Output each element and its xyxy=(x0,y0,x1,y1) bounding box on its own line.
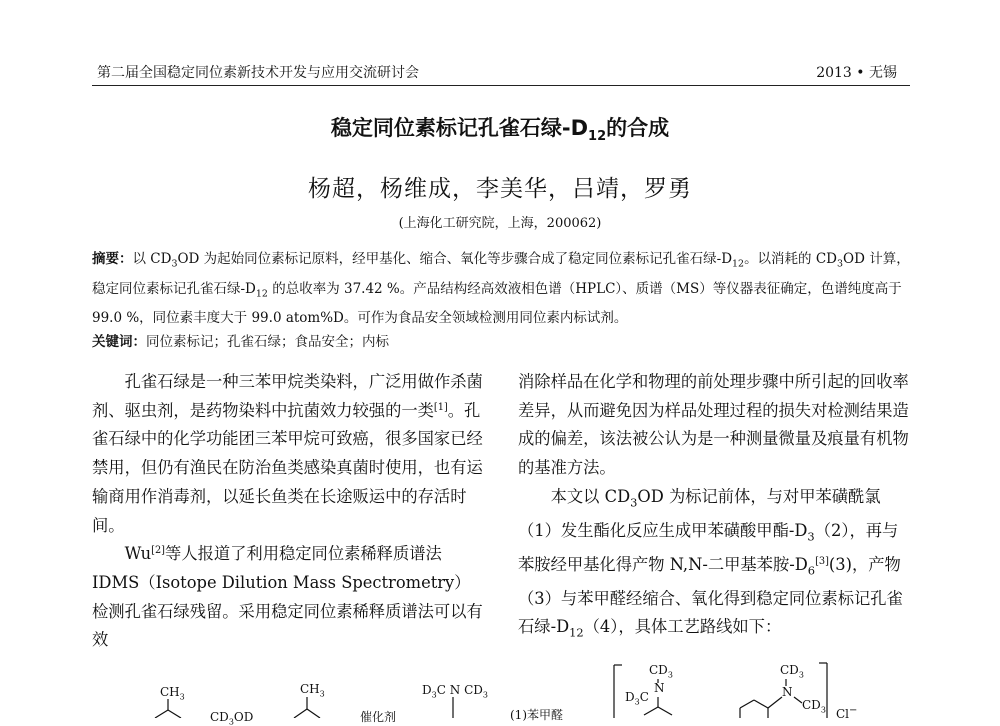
scheme-label-d3c: $D_3C$ xyxy=(625,690,649,707)
body-text: 。孔雀石绿中的化学功能团三苯甲烷可致癌，很多国家已经禁用，但仍有渔民在防治鱼类感染真菌时使用，也有运输商用作消毒剂，以延长鱼类在长途贩运中的存活时间。 xyxy=(92,400,483,535)
abstract-text-4: OD 计算，稳定同位素标记孔雀石绿-D xyxy=(92,251,910,297)
scheme-label-catalyst: 催化剂 xyxy=(360,710,397,724)
citation-ref: [1] xyxy=(433,401,448,413)
running-header-conference: 第二届全国稳定同位素新技术开发与应用交流研讨会 xyxy=(97,65,419,81)
bond-line xyxy=(155,710,168,718)
running-header-year-place: 2013 • 无锡 xyxy=(816,65,897,81)
scheme-label-dimethylamine: $D_3C$ N $CD_3$ xyxy=(422,683,488,700)
abstract-sub-1: 3 xyxy=(171,258,178,270)
keywords-text: 同位素标记；孔雀石绿；食品安全；内标 xyxy=(146,334,389,351)
scheme-label-chloride: Cl− xyxy=(836,705,858,721)
bond-line xyxy=(794,697,802,703)
bond-line xyxy=(168,710,181,718)
body-column-left xyxy=(92,368,484,655)
subscript: 12 xyxy=(569,625,584,640)
body-column-right xyxy=(518,368,910,647)
author-list: 杨超，杨维成，李美华，吕靖，罗勇 xyxy=(308,176,692,202)
body-text: 等人报道了利用稳定同位素稀释质谱法 IDMS（Isotope Dilution Mass Spectrometry）检测孔雀石绿残留。采用稳定同位素稀释质谱法可以有效 xyxy=(92,544,483,650)
abstract-block xyxy=(92,247,910,354)
subscript: 3 xyxy=(807,529,815,544)
scheme-label-cd3: $CD_3$ xyxy=(780,663,804,680)
abstract-sub-2: 12 xyxy=(732,258,745,270)
citation-ref: [3] xyxy=(815,555,829,567)
body-text: (3)，产物（3）与苯甲醛经缩合、氧化得到稳定同位素标记孔雀石绿-D xyxy=(518,554,903,637)
scheme-label-cd3: $CD_3$ xyxy=(649,663,673,680)
bond-line xyxy=(644,707,658,715)
body-paragraph: 消除样品在化学和物理的前处理步骤中所引起的回收率差异，从而避免因为样品处理过程的损失对检测结果造成的偏差，该法被公认为是一种测量微量及痕量有机物的基准方法。 xyxy=(518,372,909,478)
bond-line xyxy=(307,709,320,718)
subscript: 6 xyxy=(807,562,816,577)
scheme-label-cd3od: $CD_3OD$ xyxy=(210,710,254,726)
paper-title xyxy=(0,112,1000,144)
subscript: 3 xyxy=(630,495,638,510)
abstract-label: 摘要： xyxy=(92,251,133,267)
body-paragraph xyxy=(92,368,484,540)
abstract-sub-4: 12 xyxy=(255,288,268,300)
abstract-text-1: 以 CD xyxy=(132,251,172,267)
title-text: 稳定同位素标记孔雀石绿-D xyxy=(330,116,589,140)
body-text: （4），具体工艺路线如下： xyxy=(583,617,782,637)
bond-line xyxy=(294,709,307,718)
body-text: （2），再与苯胺经甲基化得产物 N,N-二甲基苯胺-D xyxy=(518,520,899,574)
scheme-label-cd3: $CD_3$ xyxy=(802,698,826,715)
scheme-label-n: N xyxy=(654,681,665,695)
citation-ref: [2] xyxy=(151,545,165,557)
bond-line xyxy=(754,700,768,708)
body-text: Wu xyxy=(124,544,152,564)
abstract-sub-3: 3 xyxy=(837,258,844,270)
abstract-text-3: 。以消耗的 CD xyxy=(744,251,838,267)
keywords-label: 关键词： xyxy=(92,334,146,351)
scheme-label-ch3: $CH_3$ xyxy=(300,682,325,699)
scheme-label-n: N xyxy=(782,685,793,699)
reaction-scheme-drawing xyxy=(92,655,910,718)
scheme-label-step1: (1)苯甲醛 xyxy=(510,708,563,722)
bond-line xyxy=(768,697,782,708)
title-subscript: 12 xyxy=(588,129,607,145)
affiliation: (上海化工研究院，上海，200062) xyxy=(398,216,602,231)
title-suffix: 的合成 xyxy=(606,116,670,140)
abstract-text-5: 的总收率为 37.42 %。产品结构经高效液相色谱（HPLC）、质谱（MS）等仪器表征确定，色谱纯度高于 99.0 %，同位素丰度大于 99.0 atom%D。可作为食品安全领域检测用同位素内标试剂。 xyxy=(92,280,902,327)
header-rule xyxy=(92,85,910,86)
bond-line xyxy=(658,707,672,715)
abstract-text-2: OD 为起始同位素标记原料，经甲基化、缩合、氧化等步骤合成了稳定同位素标记孔雀石绿-D xyxy=(177,251,733,267)
body-paragraph xyxy=(92,540,484,655)
body-text: 本文以 CD xyxy=(550,486,631,506)
keywords-line xyxy=(92,330,910,354)
body-text: 孔雀石绿是一种三苯甲烷类染料，广泛用做作杀菌剂、驱虫剂，是药物染料中抗菌效力较强的一类 xyxy=(92,372,483,420)
abstract-paragraph xyxy=(92,247,910,330)
scheme-label-ch3: $CH_3$ xyxy=(160,685,185,702)
body-text: OD 为标记前体，与对甲苯磺酰氯（1）发生酯化反应生成甲苯磺酸甲酯-D xyxy=(518,486,881,540)
body-paragraph xyxy=(518,483,910,648)
bond-line xyxy=(740,700,754,708)
